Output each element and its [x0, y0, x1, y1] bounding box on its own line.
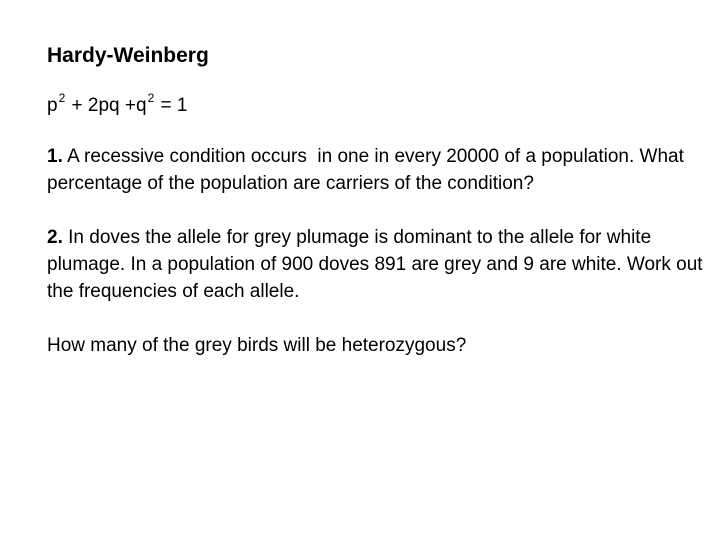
- question-2: [47, 224, 712, 305]
- question-2-number: 2.: [47, 227, 63, 248]
- equation-part-p: p: [47, 95, 58, 116]
- equation-part-2pq-q: + 2pq +q: [66, 95, 147, 116]
- slide-content: [47, 42, 712, 359]
- question-2-text: In doves the allele for grey plumage is dominant to the allele for white plumage. In a population of 900 doves 891 are grey and 9 are white. Work out the frequencies of each allele.: [47, 227, 703, 302]
- final-question: How many of the grey birds will be heterozygous?: [47, 335, 467, 356]
- question-1: [47, 143, 712, 197]
- question-1-text: A recessive condition occurs in one in every 20000 of a population. What percentage of the population are carriers of the condition?: [47, 146, 690, 194]
- equation-exponent-2: 2: [147, 90, 155, 105]
- equation-exponent-1: 2: [58, 90, 66, 105]
- slide-title: Hardy-Weinberg: [47, 44, 209, 67]
- question-1-number: 1.: [47, 146, 63, 167]
- hardy-weinberg-equation: [47, 92, 712, 119]
- equation-part-equals: = 1: [155, 95, 188, 116]
